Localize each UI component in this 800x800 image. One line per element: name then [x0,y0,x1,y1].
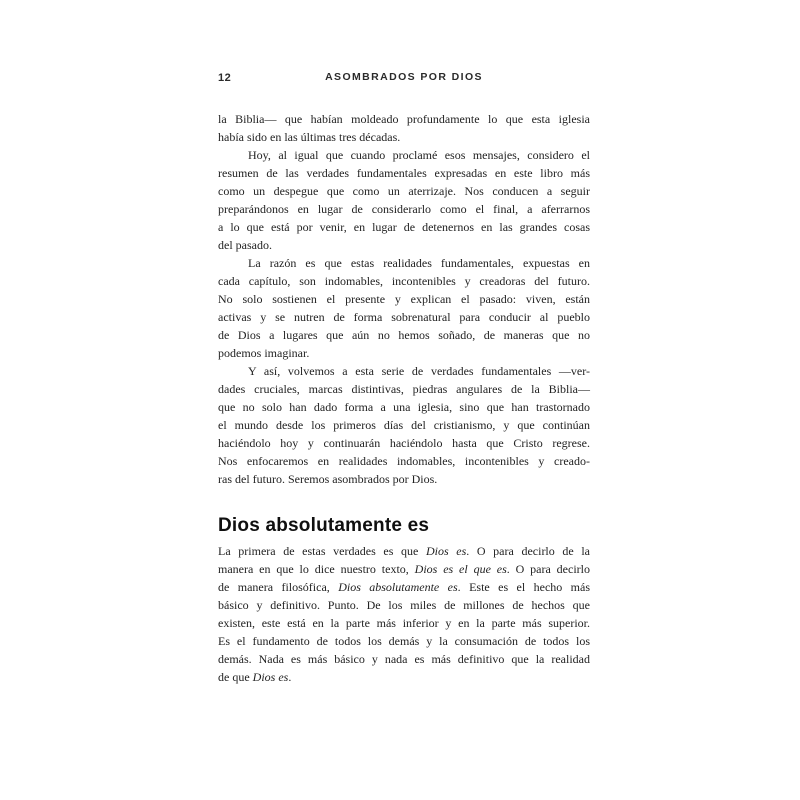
text-line: Nos enfocaremos en realidades indomables, incontenibles y creado- [218,454,590,468]
text-line: Y así, volvemos a esta serie de verdades fundamentales —ver- [248,364,590,378]
text-line: del pasado. [218,238,272,252]
paragraph [218,110,590,146]
paragraph [218,542,590,686]
text-line: haciéndolo hoy y continuarán haciéndolo hasta que Cristo regrese. [218,436,590,450]
text-line: a lo que está por venir, en lugar de detenernos en las grandes cosas [218,220,590,234]
text-line: que no solo han dado forma a una iglesia, sino que han trastornado [218,400,590,414]
text-line: la Biblia— que habían moldeado profundamente lo que esta iglesia [218,112,590,126]
page-body [218,110,590,686]
text-line: demás. Nada es más básico y nada es más definitivo que la realidad [218,652,590,666]
text-line: podemos imaginar. [218,346,310,360]
running-head: ASOMBRADOS POR DIOS [325,71,483,83]
text-line: básico y definitivo. Punto. De los miles de millones de hechos que [218,598,590,612]
paragraph [218,254,590,362]
page-header [218,71,590,85]
section-heading: Dios absolutamente es [218,515,430,536]
text-line: La razón es que estas realidades fundamentales, expuestas en [248,256,590,270]
text-line: Es el fundamento de todos los demás y la consumación de todos los [218,634,590,648]
text-line: preparándonos en lugar de considerarlo como el final, a aferrarnos [218,202,590,216]
text-line: Hoy, al igual que cuando proclamé esos mensajes, considero el [248,148,590,162]
text-line: de Dios a lugares que aún no hemos soñado, de maneras que no [218,328,590,342]
text-line: como un despegue que como un aterrizaje. Nos conducen a seguir [218,184,590,198]
text-line: había sido en las últimas tres décadas. [218,130,401,144]
text-line: de manera filosófica, Dios absolutamente es. Este es el hecho más [218,580,591,594]
text-line: existen, este está en la parte más inferior y en la parte más superior. [218,616,590,630]
paragraph [218,146,590,254]
page-number: 12 [218,72,232,84]
text-line: de que Dios es. [218,670,292,684]
text-line: el mundo desde los primeros días del cristianismo, y que continúan [218,418,590,432]
paragraph [218,362,590,488]
text-line: La primera de estas verdades es que Dios es. O para decirlo de la [218,544,591,558]
text-line: resumen de las verdades fundamentales expresadas en este libro más [218,166,590,180]
text-line: dades cruciales, marcas distintivas, piedras angulares de la Biblia— [218,382,590,396]
text-line: ras del futuro. Seremos asombrados por Dios. [218,472,438,486]
text-line: cada capítulo, son indomables, incontenibles y creadoras del futuro. [218,274,590,288]
text-line: No solo sostienen el presente y explican el pasado: viven, están [218,292,590,306]
text-line: activas y se nutren de forma sobrenatural para conducir al pueblo [218,310,590,324]
text-line: manera en que lo dice nuestro texto, Dios es el que es. O para decirlo [218,562,590,576]
